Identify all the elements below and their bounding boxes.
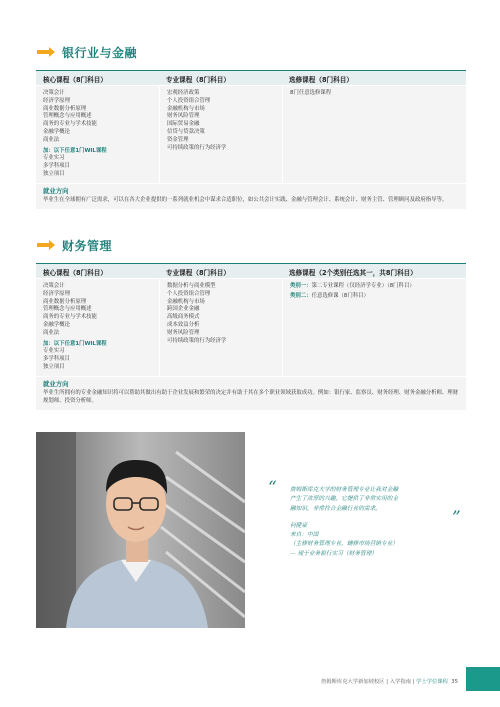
core-courses <box>36 279 159 376</box>
course-item: 高级商务模式 <box>167 314 200 321</box>
elective-courses <box>282 86 466 183</box>
banking-section <box>36 42 466 209</box>
course-item: 专业实习 <box>43 155 65 162</box>
electives-header: 选修课程（8门科目） <box>289 76 353 84</box>
course-item: 专业实习 <box>43 348 65 355</box>
course-item: 个人投资组合管理 <box>167 97 211 104</box>
finance-table <box>36 263 466 410</box>
arrow-icon <box>36 239 56 251</box>
student-portrait-image <box>36 432 245 628</box>
testimonial-text: 詹姆斯库克大学的财务管理专业让我对金融 产生了浓厚的兴趣。它提供了非常实用的金 融知识，非常符合金融行业的需求。 <box>290 487 399 512</box>
course-item: 商务的专业与学术技能 <box>43 121 97 128</box>
banking-title: 银行业与金融 <box>62 45 138 60</box>
page-number: 35 <box>451 679 458 685</box>
course-item: 管理概念与应用概述 <box>43 306 92 313</box>
course-item: 决策会计 <box>43 283 65 289</box>
footer-bar <box>466 667 500 691</box>
course-item: 独立项目 <box>43 363 65 370</box>
banking-heading <box>36 42 466 62</box>
footer-accent: 学士学位课程 <box>416 679 448 685</box>
finance-section <box>36 235 466 410</box>
finance-heading <box>36 235 466 255</box>
major-header: 专业课程（8门科目） <box>166 269 230 277</box>
career-text: 毕业生在全球拥有广泛需求，可以在各大企业提供的一系列就业机会中谋求合适职位，如公共会计实践、金融与管理会计、系统会计、财务主管、管理顾问及政府指导等。 <box>43 196 448 203</box>
course-item: 8门任意选修课程 <box>290 90 332 96</box>
course-item: 可持续政策的行为经济学 <box>167 144 227 151</box>
course-item: 金融学概论 <box>43 321 70 328</box>
arrow-icon <box>36 46 56 58</box>
wil-heading: 加：以下任意1门WIL课程 <box>43 340 107 347</box>
course-item: 金融机构与市场 <box>167 298 205 305</box>
course-item: 跨国企业金融 <box>167 306 200 313</box>
footer-text: 詹姆斯库克大学新加坡校区 | 入学指南 | <box>321 679 417 685</box>
banking-table <box>36 70 466 209</box>
course-item: 商业法 <box>43 136 60 143</box>
banking-career <box>36 183 466 209</box>
course-item: 财务风险管理 <box>167 113 200 120</box>
course-item: 可持续政策的行为经济学 <box>167 337 227 344</box>
career-title: 就业方向 <box>43 186 69 195</box>
course-item: 经济学原理 <box>43 97 70 104</box>
course-item: 决策会计 <box>43 90 65 96</box>
elective-courses <box>282 279 466 376</box>
core-header: 核心课程（8门科目） <box>43 269 107 277</box>
course-item: 商业数据分析原理 <box>43 105 87 112</box>
finance-career <box>36 376 466 410</box>
course-item: 金融学概论 <box>43 128 70 135</box>
student-photo <box>36 432 245 628</box>
course-item: 国际贸易金融 <box>167 121 200 128</box>
testimonial <box>268 478 468 559</box>
course-item: 资金管理 <box>167 136 189 143</box>
student-name: 何健豪 <box>290 522 308 529</box>
close-quote-icon: ” <box>452 508 461 528</box>
course-item: 经济学原理 <box>43 290 70 297</box>
core-courses <box>36 86 159 183</box>
course-item: 商务的专业与学术技能 <box>43 314 97 321</box>
wil-heading: 加：以下任意1门WIL课程 <box>43 147 107 154</box>
major-header: 专业课程（8门科目） <box>166 76 230 84</box>
elective-category: 类别二：任意选修课（8门科目） <box>290 292 369 299</box>
course-item: 多学科项目 <box>43 163 70 170</box>
course-item: 管理概念与应用概述 <box>43 113 92 120</box>
course-item: 金融机构与市场 <box>167 105 205 112</box>
core-header: 核心课程（8门科目） <box>43 76 107 84</box>
course-item: 信贷与贷款决策 <box>167 128 205 135</box>
finance-title: 财务管理 <box>62 238 113 253</box>
footer <box>321 677 458 685</box>
course-item: 宏观经济政策 <box>167 90 200 96</box>
course-item: 个人投资组合管理 <box>167 290 211 297</box>
course-item: 多学科项目 <box>43 356 70 363</box>
open-quote-icon: “ <box>268 478 277 498</box>
course-item: 财务风险管理 <box>167 329 200 336</box>
student-origin: 来自：中国 <box>290 532 319 539</box>
elective-category: 类别一：第二专业课程（仅经济学专业）（8门科目） <box>290 283 415 289</box>
course-item: 独立项目 <box>43 170 65 177</box>
course-item: 数据分析与商业模型 <box>167 283 216 289</box>
course-item: 商业数据分析原理 <box>43 298 87 305</box>
career-text: 毕业生所拥有的专业金融知识将可以帮助其做出有助于企业发展和繁荣的决定并有助于其在多个职业领域获取成功。例如：银行家、监察员、财务经理、财务金融分析师、理财规划师、投资分析师。 <box>43 389 459 404</box>
career-title: 就业方向 <box>43 379 69 388</box>
course-item: 成本效益分析 <box>167 321 200 328</box>
testimonial-attribution: 何健豪 来自：中国 （主修财务管理专业，辅修市场营销专业） — 现于业务银行实习（财务管理） <box>290 522 468 559</box>
major-courses <box>159 86 282 183</box>
electives-header: 选修课程（2个类别任选其一，共8门科目） <box>289 269 417 277</box>
major-courses <box>159 279 282 376</box>
course-item: 商业法 <box>43 329 60 336</box>
